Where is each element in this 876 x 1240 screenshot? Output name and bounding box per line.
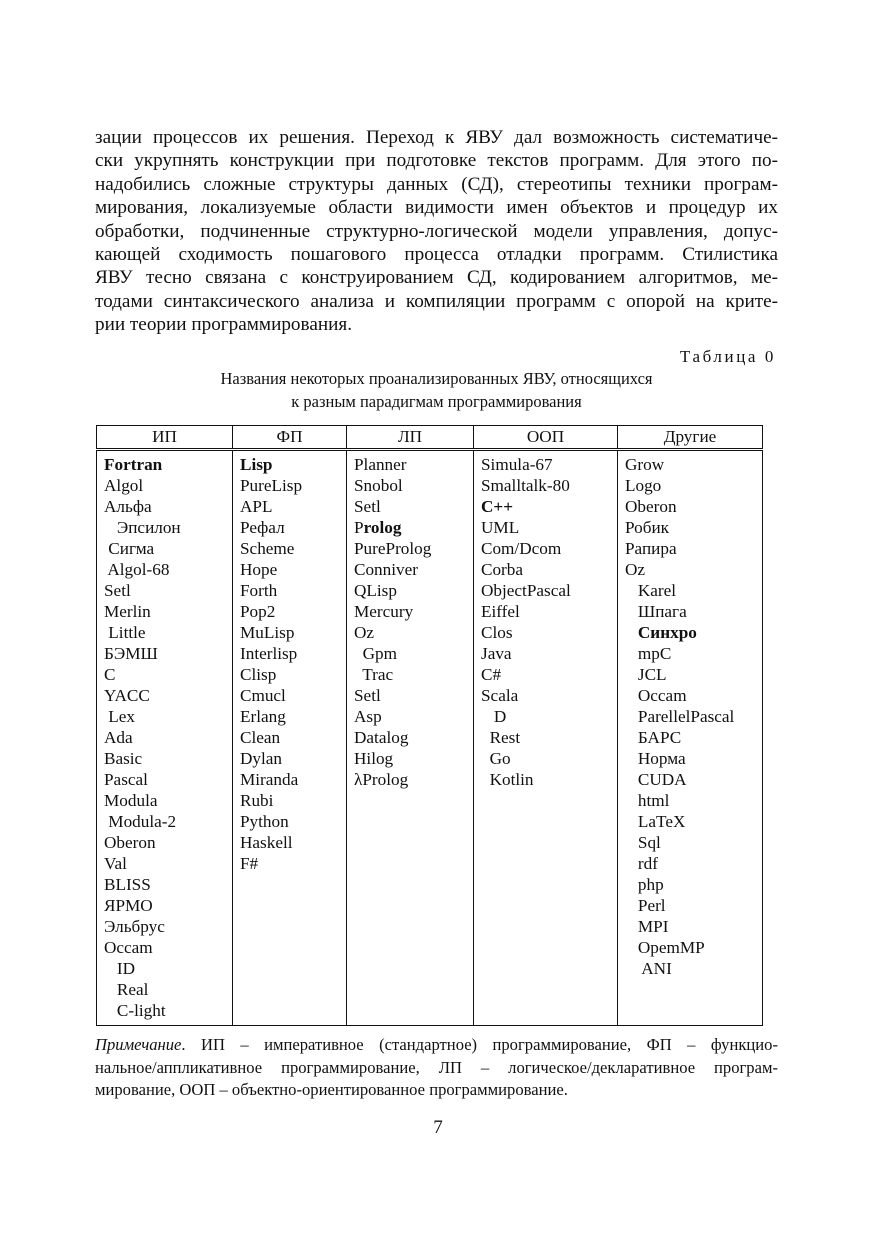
language-item: [104, 895, 232, 916]
language-item: [240, 475, 346, 496]
language-item: [625, 643, 762, 664]
language-item: [240, 643, 346, 664]
language-item: [481, 622, 617, 643]
language-item: [104, 538, 232, 559]
language-item: [625, 727, 762, 748]
language-item: [625, 475, 762, 496]
language-name: Conniver: [354, 560, 418, 579]
language-name: Clos: [481, 623, 513, 642]
language-name: Ada: [104, 728, 133, 747]
language-name: Snobol: [354, 476, 403, 495]
table-body-row: [97, 450, 763, 1026]
language-item: [625, 622, 762, 643]
language-item: [240, 748, 346, 769]
paragraph-line: тодами синтаксического анализа и компиляции программ с опорой на крите-: [95, 290, 778, 312]
column-other: [618, 450, 763, 1026]
language-item: [625, 601, 762, 622]
language-name: Karel: [625, 581, 677, 600]
language-item: [104, 811, 232, 832]
language-item: [481, 643, 617, 664]
language-name: Oberon: [625, 497, 677, 516]
language-item: [104, 517, 232, 538]
language-name: Real: [104, 980, 149, 999]
language-name: Scala: [481, 686, 519, 705]
language-name: Lisp: [240, 455, 273, 474]
column-lp: [347, 450, 474, 1026]
language-name: Modula: [104, 791, 158, 810]
language-name: C++: [481, 497, 513, 516]
language-item: [481, 559, 617, 580]
language-item: [240, 454, 346, 475]
language-item: [354, 517, 473, 538]
language-item: [240, 811, 346, 832]
language-name: Норма: [625, 749, 686, 768]
language-item: [354, 664, 473, 685]
language-name: Eiffel: [481, 602, 520, 621]
paragraph-line: зации процессов их решения. Переход к ЯВУ дал возможность систематиче-: [95, 127, 778, 148]
language-item: [354, 601, 473, 622]
language-name: Sql: [625, 833, 661, 852]
language-name: php: [625, 875, 664, 894]
language-item: [625, 769, 762, 790]
language-name: Simula-67: [481, 455, 553, 474]
language-name: MuLisp: [240, 623, 295, 642]
language-item: [104, 958, 232, 979]
language-item: [625, 580, 762, 601]
language-item: [240, 622, 346, 643]
language-item: [240, 706, 346, 727]
language-name: Синхро: [625, 623, 697, 642]
language-item: [354, 727, 473, 748]
language-name: Little: [104, 623, 146, 642]
language-item: [354, 475, 473, 496]
language-name-suffix: rolog: [363, 518, 402, 537]
header-lp: ЛП: [347, 426, 474, 450]
language-item: [104, 916, 232, 937]
note-line-3: мирование, ООП – объектно-ориентированное программирование.: [95, 1080, 568, 1099]
language-name: ЯРМО: [104, 896, 153, 915]
language-item: [240, 664, 346, 685]
language-name: Java: [481, 644, 512, 663]
language-item: [481, 496, 617, 517]
language-name: Dylan: [240, 749, 283, 768]
table-note: [95, 1034, 778, 1102]
language-name: Oz: [625, 560, 646, 579]
language-item: [625, 958, 762, 979]
language-name: Рефал: [240, 518, 285, 537]
header-other: Другие: [618, 426, 763, 450]
language-name: QLisp: [354, 581, 397, 600]
language-name: ID: [104, 959, 136, 978]
languages-table: [96, 425, 763, 1026]
language-item: [481, 748, 617, 769]
language-item: [481, 538, 617, 559]
language-item: [240, 832, 346, 853]
language-item: [240, 727, 346, 748]
language-item: [104, 874, 232, 895]
language-name: C: [104, 665, 116, 684]
language-name: Сигма: [104, 539, 155, 558]
language-name: LaTeX: [625, 812, 686, 831]
language-name: Cmucl: [240, 686, 286, 705]
language-item: [104, 706, 232, 727]
language-name: Datalog: [354, 728, 409, 747]
language-name: rdf: [625, 854, 658, 873]
language-item: [104, 664, 232, 685]
language-item: [625, 517, 762, 538]
language-name: Setl: [354, 686, 381, 705]
language-name: Oberon: [104, 833, 156, 852]
language-item: [481, 601, 617, 622]
language-name: ANI: [625, 959, 672, 978]
language-item: [625, 685, 762, 706]
language-name: Setl: [104, 581, 131, 600]
language-item: [104, 643, 232, 664]
paragraph-line: кающей сходимость пошагового процесса отладки программ. Стилистика: [95, 243, 778, 265]
language-item: [481, 580, 617, 601]
language-item: [354, 748, 473, 769]
language-name: Perl: [625, 896, 666, 915]
language-name: Algol-68: [104, 560, 170, 579]
language-item: [240, 538, 346, 559]
language-item: [625, 454, 762, 475]
header-ip: ИП: [97, 426, 233, 450]
language-item: [481, 706, 617, 727]
note-line-1: [95, 1034, 778, 1057]
language-item: [104, 622, 232, 643]
language-name: Hope: [240, 560, 278, 579]
language-item: [354, 706, 473, 727]
language-item: [104, 559, 232, 580]
language-name: Occam: [625, 686, 687, 705]
language-item: [625, 811, 762, 832]
language-name: html: [625, 791, 670, 810]
language-item: [354, 685, 473, 706]
language-item: [104, 580, 232, 601]
language-name: Modula-2: [104, 812, 177, 831]
language-name: Kotlin: [481, 770, 534, 789]
language-name: Gpm: [354, 644, 397, 663]
language-item: [625, 559, 762, 580]
paragraph-line: обработки, подчиненные структурно-логической модели управления, допус-: [95, 220, 778, 242]
language-name: Эльбрус: [104, 917, 165, 936]
language-name: Asp: [354, 707, 382, 726]
language-name: Basic: [104, 749, 143, 768]
language-name: Occam: [104, 938, 153, 957]
header-fp: ФП: [233, 426, 347, 450]
language-item: [625, 790, 762, 811]
language-name: Oz: [354, 623, 375, 642]
language-item: [481, 664, 617, 685]
language-name: APL: [240, 497, 273, 516]
language-item: [625, 916, 762, 937]
language-item: [104, 979, 232, 1000]
language-name: Erlang: [240, 707, 286, 726]
language-item: [104, 475, 232, 496]
paragraph-line: рии теории программирования.: [95, 314, 353, 336]
language-name: Smalltalk-80: [481, 476, 570, 495]
note-label: Примечание: [95, 1035, 182, 1054]
language-name: ObjectPascal: [481, 581, 571, 600]
language-name: Шпага: [625, 602, 687, 621]
language-name: Grow: [625, 455, 665, 474]
language-name: Haskell: [240, 833, 293, 852]
language-name: JCL: [625, 665, 667, 684]
language-item: [354, 454, 473, 475]
language-item: [354, 496, 473, 517]
language-name: Logo: [625, 476, 662, 495]
language-item: [625, 832, 762, 853]
language-item: [104, 853, 232, 874]
language-name: C-light: [104, 1001, 166, 1020]
language-item: [104, 769, 232, 790]
language-name: CUDA: [625, 770, 687, 789]
language-name: Rest: [481, 728, 521, 747]
language-name: Val: [104, 854, 127, 873]
language-name: λProlog: [354, 770, 409, 789]
language-item: [625, 706, 762, 727]
language-name: Mercury: [354, 602, 414, 621]
language-name: Рапира: [625, 539, 677, 558]
language-name: Corba: [481, 560, 524, 579]
table-caption-line-2: к разным парадигмам программирования: [291, 392, 582, 411]
language-item: [104, 496, 232, 517]
language-item: [481, 769, 617, 790]
language-name: OpemMP: [625, 938, 705, 957]
column-ip: [97, 450, 233, 1026]
paragraph-line: ЯВУ тесно связана с конструированием СД, кодированием алгоритмов, ме-: [95, 267, 778, 289]
language-name: Miranda: [240, 770, 299, 789]
note-line-2: нальное/аппликативное программирование, ЛП – логическое/декларативное програм-: [95, 1057, 778, 1077]
language-name: P: [354, 518, 364, 537]
language-item: [104, 454, 232, 475]
language-name: Робик: [625, 518, 670, 537]
language-item: [104, 748, 232, 769]
language-item: [354, 622, 473, 643]
language-name: Merlin: [104, 602, 151, 621]
language-item: [240, 559, 346, 580]
language-name: Forth: [240, 581, 278, 600]
language-name: Interlisp: [240, 644, 298, 663]
language-item: [625, 895, 762, 916]
table-label: Таблица 0: [679, 347, 776, 366]
language-item: [625, 748, 762, 769]
paragraph-line: мирования, локализуемые области видимости имен объектов и процедур их: [95, 197, 778, 219]
language-name: Com/Dcom: [481, 539, 562, 558]
paragraph-line: ски укрупнять конструкции при подготовке текстов программ. Для этого по-: [95, 150, 778, 172]
language-item: [354, 559, 473, 580]
language-name: Scheme: [240, 539, 295, 558]
language-item: [240, 685, 346, 706]
language-item: [104, 937, 232, 958]
language-name: БАРС: [625, 728, 682, 747]
language-name: Fortran: [104, 455, 163, 474]
language-item: [625, 664, 762, 685]
language-item: [104, 601, 232, 622]
language-name: mpC: [625, 644, 672, 663]
language-item: [240, 580, 346, 601]
language-item: [625, 874, 762, 895]
language-item: [240, 853, 346, 874]
language-item: [240, 496, 346, 517]
language-item: [481, 685, 617, 706]
table-header-row: [97, 426, 763, 450]
language-item: [625, 538, 762, 559]
language-item: [481, 727, 617, 748]
language-item: [481, 475, 617, 496]
language-item: [481, 517, 617, 538]
language-name: UML: [481, 518, 520, 537]
header-oop: ООП: [474, 426, 618, 450]
language-name: Rubi: [240, 791, 274, 810]
paragraph-line: надобились сложные структуры данных (СД), стереотипы техники програм-: [95, 173, 778, 195]
language-name: Trac: [354, 665, 394, 684]
language-name: Python: [240, 812, 289, 831]
language-item: [104, 832, 232, 853]
language-item: [240, 601, 346, 622]
language-name: D: [481, 707, 507, 726]
language-name: Pascal: [104, 770, 148, 789]
language-name: PureLisp: [240, 476, 303, 495]
language-name: Go: [481, 749, 511, 768]
language-item: [104, 790, 232, 811]
language-item: [104, 685, 232, 706]
language-item: [240, 769, 346, 790]
language-name: F#: [240, 854, 259, 873]
note-line-1-text: . ИП – императивное (стандартное) программирование, ФП – функцио-: [181, 1035, 778, 1054]
language-name: Clean: [240, 728, 281, 747]
language-name: ParellelPascal: [625, 707, 735, 726]
language-name: БЭМШ: [104, 644, 158, 663]
language-item: [354, 769, 473, 790]
language-name: Planner: [354, 455, 407, 474]
column-oop: [474, 450, 618, 1026]
language-item: [625, 853, 762, 874]
language-name: Pop2: [240, 602, 276, 621]
language-item: [104, 727, 232, 748]
language-name: MPI: [625, 917, 669, 936]
table-caption-line-1: Названия некоторых проанализированных ЯВУ, относящихся: [220, 369, 653, 388]
language-name: Альфа: [104, 497, 152, 516]
body-paragraph: [95, 126, 778, 337]
language-name: BLISS: [104, 875, 151, 894]
language-name: Lex: [104, 707, 136, 726]
language-name: PureProlog: [354, 539, 432, 558]
language-name: Hilog: [354, 749, 394, 768]
language-name: C#: [481, 665, 502, 684]
language-item: [104, 1000, 232, 1021]
language-item: [625, 937, 762, 958]
language-name: Clisp: [240, 665, 277, 684]
language-item: [354, 643, 473, 664]
language-item: [354, 538, 473, 559]
column-fp: [233, 450, 347, 1026]
language-item: [354, 580, 473, 601]
language-name: YACC: [104, 686, 150, 705]
language-item: [240, 517, 346, 538]
language-item: [481, 454, 617, 475]
language-name: Эпсилон: [104, 518, 181, 537]
language-item: [625, 496, 762, 517]
page-number: 7: [433, 1117, 443, 1138]
language-name: Setl: [354, 497, 381, 516]
language-item: [240, 790, 346, 811]
language-name: Algol: [104, 476, 144, 495]
